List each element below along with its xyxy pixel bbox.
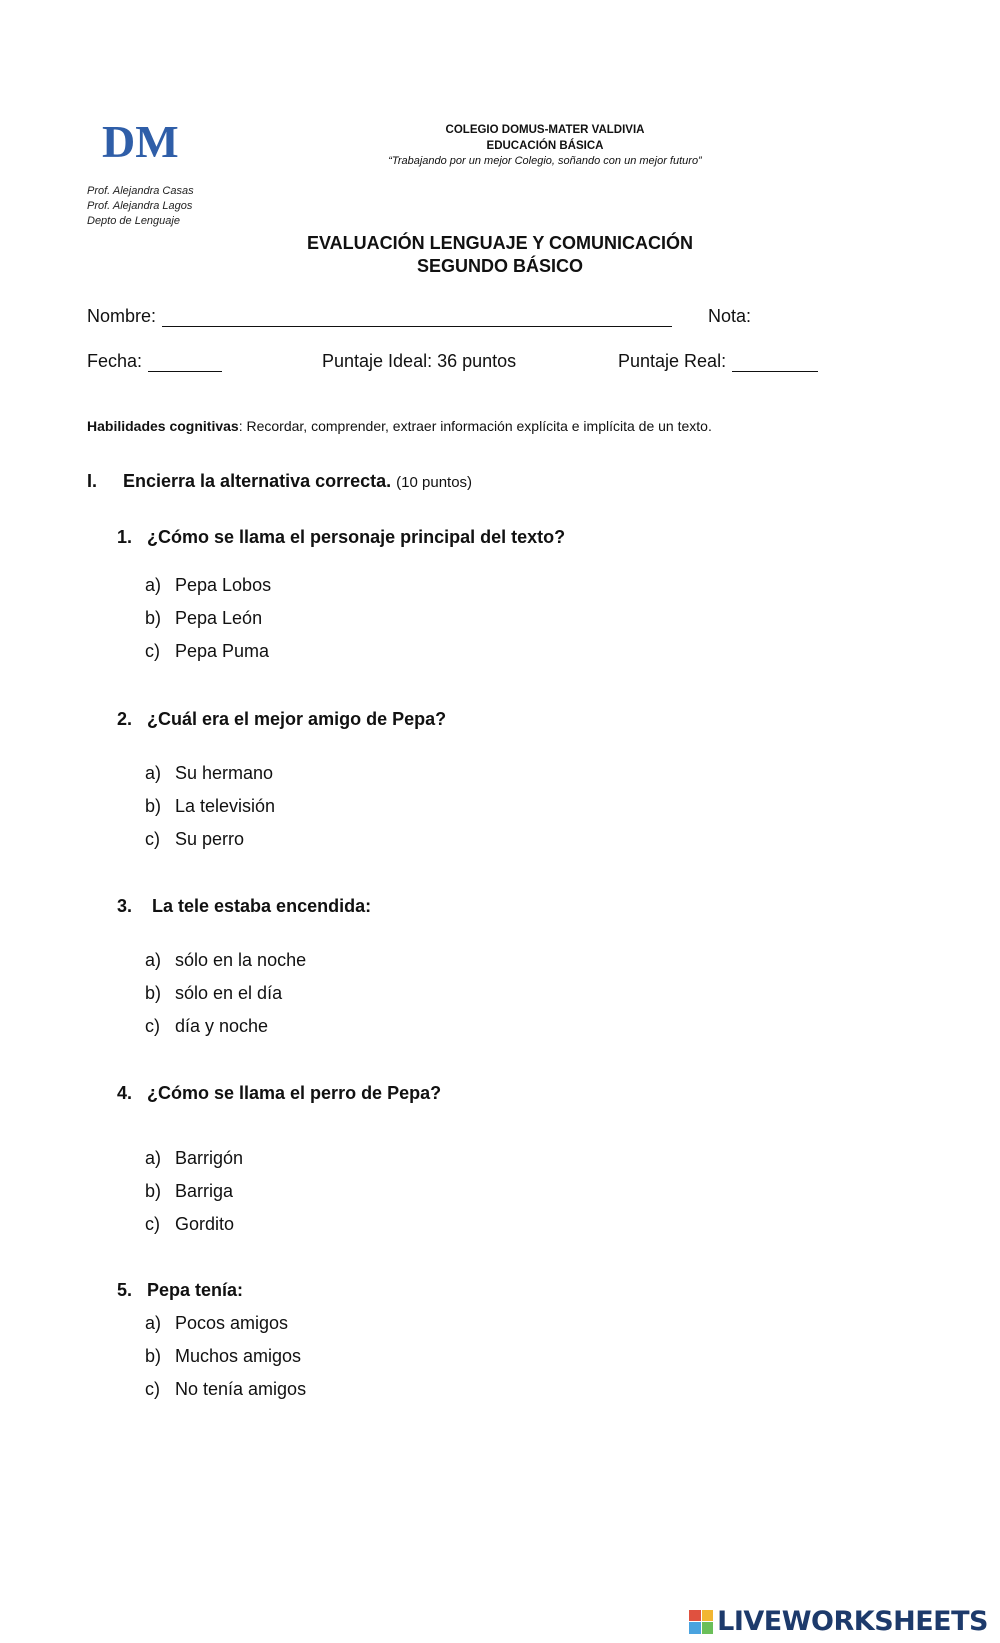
question-number: 5.: [117, 1280, 133, 1300]
answer-option[interactable]: [145, 1148, 243, 1169]
option-letter: b): [145, 796, 162, 816]
question: [117, 1280, 243, 1301]
option-text: Muchos amigos: [175, 1346, 302, 1366]
svg-text:DM: DM: [102, 116, 179, 167]
answer-option[interactable]: [145, 1181, 233, 1202]
teacher-name: Prof. Alejandra Casas: [87, 185, 194, 197]
section-number: I.: [87, 471, 98, 491]
section-title: Encierra la alternativa correcta.: [123, 471, 392, 491]
real-score-label: Puntaje Real:: [618, 351, 727, 371]
option-letter: c): [145, 1016, 160, 1036]
question-number: 2.: [117, 709, 133, 729]
name-input-line[interactable]: [162, 308, 672, 327]
name-label: Nombre:: [87, 306, 157, 326]
option-letter: a): [145, 1313, 162, 1333]
option-text: No tenía amigos: [175, 1379, 307, 1399]
option-letter: b): [145, 1346, 162, 1366]
option-letter: b): [145, 983, 162, 1003]
ideal-score: Puntaje Ideal: 36 puntos: [322, 351, 517, 371]
answer-option[interactable]: [145, 763, 273, 784]
option-text: Barrigón: [175, 1148, 244, 1168]
option-text: sólo en la noche: [175, 950, 307, 970]
answer-option[interactable]: [145, 796, 275, 817]
grade-label: Nota:: [708, 306, 752, 326]
question-text: ¿Cómo se llama el personaje principal del texto?: [147, 527, 566, 547]
answer-option[interactable]: [145, 1346, 301, 1367]
question-number: 3.: [117, 896, 133, 916]
question-text: La tele estaba encendida:: [152, 896, 372, 916]
option-letter: c): [145, 829, 160, 849]
section-heading: [87, 471, 472, 492]
answer-option[interactable]: [145, 950, 306, 971]
option-text: Pepa León: [175, 608, 263, 628]
question: [117, 1083, 441, 1104]
date-input-line[interactable]: [148, 353, 222, 372]
school-motto: “Trabajando por un mejor Colegio, soñando con un mejor futuro”: [388, 155, 702, 167]
answer-option[interactable]: [145, 829, 244, 850]
question: [117, 709, 446, 730]
section-points: (10 puntos): [396, 474, 473, 491]
option-text: Pepa Puma: [175, 641, 270, 661]
option-text: Gordito: [175, 1214, 235, 1234]
answer-option[interactable]: [145, 608, 262, 629]
school-name: COLEGIO DOMUS-MATER VALDIVIA: [445, 124, 645, 136]
option-text: Barriga: [175, 1181, 234, 1201]
option-letter: a): [145, 575, 162, 595]
liveworksheets-watermark: [689, 1606, 988, 1637]
school-level: EDUCACIÓN BÁSICA: [486, 140, 604, 152]
question-text: ¿Cuál era el mejor amigo de Pepa?: [147, 709, 447, 729]
answer-option[interactable]: [145, 1214, 234, 1235]
option-letter: b): [145, 608, 162, 628]
option-letter: c): [145, 1379, 160, 1399]
question-text: Pepa tenía:: [147, 1280, 244, 1300]
teacher-name: Prof. Alejandra Lagos: [87, 200, 193, 212]
option-text: La televisión: [175, 796, 276, 816]
school-logo: [100, 115, 179, 177]
skills-text: : Recordar, comprender, extraer información explícita e implícita de un texto.: [238, 418, 712, 434]
watermark-text: LIVEWORKSHEETS: [717, 1606, 988, 1637]
cognitive-skills: [87, 418, 712, 434]
option-letter: c): [145, 641, 160, 661]
question: [117, 527, 565, 548]
option-letter: b): [145, 1181, 162, 1201]
option-text: Su perro: [175, 829, 245, 849]
option-text: sólo en el día: [175, 983, 283, 1003]
answer-option[interactable]: [145, 1379, 306, 1400]
option-text: Su hermano: [175, 763, 274, 783]
department-name: Depto de Lenguaje: [87, 215, 180, 227]
exam-title: EVALUACIÓN LENGUAJE Y COMUNICACIÓN: [306, 233, 694, 253]
answer-option[interactable]: [145, 1016, 268, 1037]
question-number: 4.: [117, 1083, 133, 1103]
real-score-field: [618, 351, 818, 372]
real-score-input-line[interactable]: [732, 353, 818, 372]
option-letter: a): [145, 1148, 162, 1168]
answer-option[interactable]: [145, 641, 269, 662]
question-text: ¿Cómo se llama el perro de Pepa?: [147, 1083, 442, 1103]
liveworksheets-logo-icon: [689, 1610, 713, 1634]
date-label: Fecha:: [87, 351, 143, 371]
option-text: día y noche: [175, 1016, 269, 1036]
option-text: Pocos amigos: [175, 1313, 289, 1333]
answer-option[interactable]: [145, 1313, 288, 1334]
date-field: [87, 351, 222, 372]
question-number: 1.: [117, 527, 133, 547]
option-text: Pepa Lobos: [175, 575, 272, 595]
option-letter: c): [145, 1214, 160, 1234]
name-field: [87, 306, 672, 327]
option-letter: a): [145, 763, 162, 783]
answer-option[interactable]: [145, 983, 282, 1004]
exam-grade: SEGUNDO BÁSICO: [416, 256, 584, 276]
answer-option[interactable]: [145, 575, 271, 596]
option-letter: a): [145, 950, 162, 970]
skills-label: Habilidades cognitivas: [87, 418, 239, 434]
question: [117, 896, 371, 917]
